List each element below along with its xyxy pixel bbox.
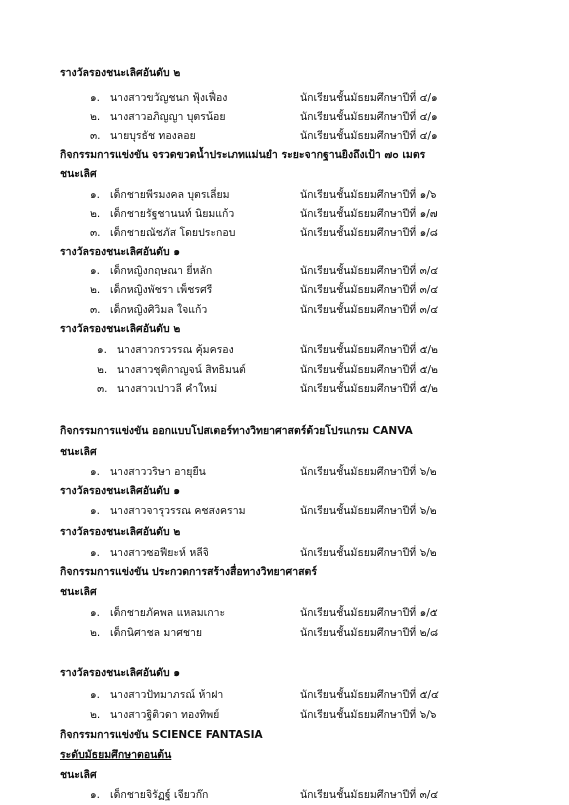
student-name: นางสาวฐิติวดา ทองทิพย์ xyxy=(110,709,220,721)
student-name: นางสาววริษา อายุยืน xyxy=(110,466,206,478)
student-name: นางสาวขวัญชนก ฟุ้งเฟื่อง xyxy=(110,92,228,104)
section-heading xyxy=(60,765,560,785)
student-class: นักเรียนชั้นมัธยมศึกษาปีที่ ๖/๒ xyxy=(300,505,437,517)
award-row xyxy=(0,88,569,108)
item-number: ๓. xyxy=(97,383,108,395)
award-row xyxy=(0,603,569,623)
student-name: นางสาวกรวรรณ คุ้มครอง xyxy=(117,344,234,356)
student-class: นักเรียนชั้นมัธยมศึกษาปีที่ ๕/๔ xyxy=(300,689,439,701)
section-heading xyxy=(60,145,560,165)
award-row xyxy=(0,785,569,805)
student-class: นักเรียนชั้นมัธยมศึกษาปีที่ ๔/๑ xyxy=(300,130,438,142)
award-row xyxy=(0,223,569,243)
award-row xyxy=(0,501,569,521)
student-name: นางสาวปัทมาภรณ์ ห้าฝา xyxy=(110,689,224,701)
section-heading xyxy=(60,562,560,582)
section-heading-text: กิจกรรมการแข่งขัน SCIENCE FANTASIA xyxy=(60,729,263,741)
award-row xyxy=(0,623,569,643)
section-heading xyxy=(60,522,560,542)
student-name: เด็กชายณัชภัส โดยประกอบ xyxy=(110,227,236,239)
award-row xyxy=(0,300,569,320)
section-heading-text: กิจกรรมการแข่งขัน ประกวดการสร้างสื่อทางวิทยาศาสตร์ xyxy=(60,566,317,578)
award-row xyxy=(0,107,569,127)
section-heading xyxy=(60,725,560,745)
section-heading xyxy=(60,63,560,83)
student-class: นักเรียนชั้นมัธยมศึกษาปีที่ ๔/๑ xyxy=(300,111,438,123)
student-class: นักเรียนชั้นมัธยมศึกษาปีที่ ๑/๕ xyxy=(300,607,438,619)
section-heading xyxy=(60,663,560,683)
student-name: นางสาวซอฟียะห์ หลีจิ xyxy=(110,547,209,559)
award-row xyxy=(0,204,569,224)
student-class: นักเรียนชั้นมัธยมศึกษาปีที่ ๑/๗ xyxy=(300,208,438,220)
award-row xyxy=(0,280,569,300)
student-name: เด็กชายภัคพล แหลมเกาะ xyxy=(110,607,226,619)
student-class: นักเรียนชั้นมัธยมศึกษาปีที่ ๖/๒ xyxy=(300,547,437,559)
student-class: นักเรียนชั้นมัธยมศึกษาปีที่ ๖/๖ xyxy=(300,709,437,721)
item-number: ๒. xyxy=(90,627,101,639)
item-number: ๒. xyxy=(90,284,101,296)
section-heading-text: รางวัลรองชนะเลิศอันดับ ๑ xyxy=(60,667,180,679)
section-heading-text: ชนะเลิศ xyxy=(60,168,97,180)
student-name: นางสาวชุติกาญจน์ สิทธิมนต์ xyxy=(117,364,246,376)
award-row xyxy=(0,261,569,281)
item-number: ๑. xyxy=(90,265,101,277)
section-heading-text: รางวัลรองชนะเลิศอันดับ ๑ xyxy=(60,246,180,258)
student-name: เด็กชายรัฐชานนท์ นิยมแก้ว xyxy=(110,208,235,220)
student-class: นักเรียนชั้นมัธยมศึกษาปีที่ ๕/๒ xyxy=(300,364,438,376)
section-heading-text: ชนะเลิศ xyxy=(60,586,97,598)
student-name: นางสาวอภิญญา บุตรน้อย xyxy=(110,111,226,123)
student-class: นักเรียนชั้นมัธยมศึกษาปีที่ ๕/๒ xyxy=(300,344,438,356)
item-number: ๓. xyxy=(90,130,101,142)
student-class: นักเรียนชั้นมัธยมศึกษาปีที่ ๓/๔ xyxy=(300,265,439,277)
section-heading-text: ชนะเลิศ xyxy=(60,769,97,781)
section-heading-text: ระดับมัธยมศึกษาตอนต้น xyxy=(60,749,172,761)
award-row xyxy=(0,705,569,725)
section-heading-text: ชนะเลิศ xyxy=(60,446,97,458)
section-heading-text: รางวัลรองชนะเลิศอันดับ ๑ xyxy=(60,485,180,497)
award-row xyxy=(0,185,569,205)
student-class: นักเรียนชั้นมัธยมศึกษาปีที่ ๓/๔ xyxy=(300,304,439,316)
item-number: ๒. xyxy=(90,208,101,220)
section-heading-text: กิจกรรมการแข่งขัน จรวดขวดน้ำประเภทแม่นยำ ระยะจากฐานยิงถึงเป้า ๗๐ เมตร xyxy=(60,149,426,161)
item-number: ๓. xyxy=(90,227,101,239)
student-name: เด็กหญิงกฤษณา ยี่หลัก xyxy=(110,265,213,277)
item-number: ๑. xyxy=(90,547,101,559)
award-row xyxy=(0,543,569,563)
item-number: ๑. xyxy=(90,607,101,619)
student-name: เด็กนิศาชล มาศชาย xyxy=(110,627,203,639)
section-heading-text: รางวัลรองชนะเลิศอันดับ ๒ xyxy=(60,67,181,79)
award-row xyxy=(0,685,569,705)
section-heading xyxy=(60,164,560,184)
item-number: ๑. xyxy=(90,505,101,517)
item-number: ๒. xyxy=(90,709,101,721)
student-name: นางสาวจารุวรรณ คชสงคราม xyxy=(110,505,246,517)
student-name: เด็กหญิงศิวิมล ใจแก้ว xyxy=(110,304,208,316)
section-heading xyxy=(60,745,560,765)
student-name: นายบุรธัช ทองลอย xyxy=(110,130,196,142)
item-number: ๑. xyxy=(90,92,101,104)
item-number: ๑. xyxy=(97,344,108,356)
item-number: ๑. xyxy=(90,189,101,201)
section-heading-text: รางวัลรองชนะเลิศอันดับ ๒ xyxy=(60,323,181,335)
section-heading xyxy=(60,319,560,339)
section-heading-text: รางวัลรองชนะเลิศอันดับ ๒ xyxy=(60,526,181,538)
student-name: เด็กชายจิรัฏฐ์ เจียวก๊ก xyxy=(110,789,209,801)
student-class: นักเรียนชั้นมัธยมศึกษาปีที่ ๓/๔ xyxy=(300,284,439,296)
section-heading xyxy=(60,442,560,462)
award-row xyxy=(0,462,569,482)
section-heading xyxy=(60,242,560,262)
section-heading xyxy=(60,582,560,602)
award-row xyxy=(0,360,569,380)
item-number: ๑. xyxy=(90,466,101,478)
student-name: เด็กชายพีรมงคล บุตรเลี่ยม xyxy=(110,189,230,201)
student-class: นักเรียนชั้นมัธยมศึกษาปีที่ ๓/๔ xyxy=(300,789,439,801)
student-name: เด็กหญิงพัชรา เพ็ชรศรี xyxy=(110,284,213,296)
item-number: ๑. xyxy=(90,689,101,701)
student-class: นักเรียนชั้นมัธยมศึกษาปีที่ ๑/๘ xyxy=(300,227,438,239)
item-number: ๒. xyxy=(90,111,101,123)
item-number: ๒. xyxy=(97,364,108,376)
section-heading xyxy=(60,421,560,441)
award-row xyxy=(0,126,569,146)
item-number: ๓. xyxy=(90,304,101,316)
student-class: นักเรียนชั้นมัธยมศึกษาปีที่ ๕/๒ xyxy=(300,383,438,395)
student-class: นักเรียนชั้นมัธยมศึกษาปีที่ ๒/๘ xyxy=(300,627,439,639)
item-number: ๑. xyxy=(90,789,101,801)
section-heading-text: กิจกรรมการแข่งขัน ออกแบบโปสเตอร์ทางวิทยาศาสตร์ด้วยโปรแกรม CANVA xyxy=(60,425,413,437)
award-row xyxy=(0,379,569,399)
student-class: นักเรียนชั้นมัธยมศึกษาปีที่ ๔/๑ xyxy=(300,92,438,104)
student-class: นักเรียนชั้นมัธยมศึกษาปีที่ ๑/๖ xyxy=(300,189,437,201)
student-class: นักเรียนชั้นมัธยมศึกษาปีที่ ๖/๒ xyxy=(300,466,437,478)
award-row xyxy=(0,340,569,360)
student-name: นางสาวเปาวลี คำใหม่ xyxy=(117,383,218,395)
section-heading xyxy=(60,481,560,501)
